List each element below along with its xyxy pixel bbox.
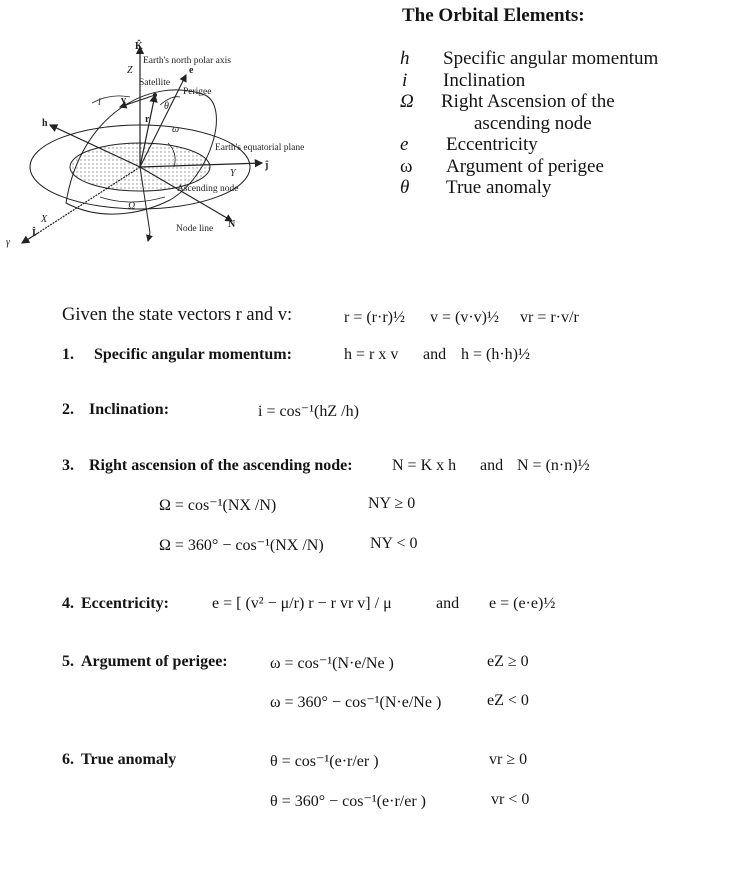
section-5-cond1: eZ ≥ 0 xyxy=(487,653,529,670)
gamma-label: γ xyxy=(6,237,10,248)
section-6-case2: θ = 360° − cos⁻¹(e·r/er ) xyxy=(270,793,426,810)
section-2-number: 2. xyxy=(62,401,74,418)
section-2-heading: Inclination: xyxy=(89,401,170,418)
y-label: Y xyxy=(230,168,236,179)
section-5-heading: Argument of perigee: xyxy=(81,653,228,670)
satellite-dot xyxy=(153,93,157,97)
given-statement: Given the state vectors r and v: xyxy=(62,305,293,325)
section-4-eq2: e = (e·e)½ xyxy=(489,595,556,612)
i-label: i xyxy=(98,97,101,108)
satellite-label: Satellite xyxy=(139,78,171,88)
theta-arc xyxy=(160,97,180,105)
section-4-heading: Eccentricity: xyxy=(81,595,169,612)
element-desc-Omega-2: ascending node xyxy=(474,113,592,134)
section-4-and: and xyxy=(436,595,460,612)
x-label: X xyxy=(41,214,48,225)
given-r-eq: r = (r·r)½ xyxy=(344,309,405,326)
k-label: K̂ xyxy=(135,41,143,52)
z-label: Z xyxy=(127,65,133,76)
section-3-cond2: NY < 0 xyxy=(370,535,418,552)
node-line-tip xyxy=(148,233,150,241)
Omega-label: Ω xyxy=(128,201,136,212)
element-symbol-e: e xyxy=(400,134,409,155)
section-2-eq: i = cos⁻¹(hZ /h) xyxy=(258,403,359,420)
section-3-heading: Right ascension of the ascending node: xyxy=(89,457,353,474)
section-1-number: 1. xyxy=(62,346,74,363)
i-hat-label: Î xyxy=(32,228,36,239)
element-desc-e: Eccentricity xyxy=(446,134,538,155)
section-5-case1: ω = cos⁻¹(N·e/Ne ) xyxy=(270,655,394,672)
node-line-label: Node line xyxy=(176,224,214,234)
page-title: The Orbital Elements: xyxy=(402,5,585,26)
element-desc-Omega: Right Ascension of the xyxy=(441,91,615,112)
orbital-elements-diagram xyxy=(0,35,360,295)
element-symbol-Omega: Ω xyxy=(400,91,414,112)
section-3-case2: Ω = 360° − cos⁻¹(NX /N) xyxy=(159,537,324,554)
north-axis-label: Earth's north polar axis xyxy=(143,56,231,66)
section-5-cond2: eZ < 0 xyxy=(487,692,529,709)
element-symbol-h: h xyxy=(400,48,410,69)
section-1-eq: h = r x v xyxy=(344,346,399,363)
h-label: h xyxy=(42,118,48,129)
section-3-case1: Ω = cos⁻¹(NX /N) xyxy=(159,497,277,514)
section-3-eq: N = K x h xyxy=(392,457,457,474)
section-3-and: and xyxy=(480,457,504,474)
given-vr-eq: vr = r·v/r xyxy=(520,309,579,326)
v-label: v xyxy=(121,95,126,106)
section-6-case1: θ = cos⁻¹(e·r/er ) xyxy=(270,753,379,770)
section-3-eq2: N = (n·n)½ xyxy=(517,457,590,474)
j-label: ĵ xyxy=(265,160,269,171)
element-symbol-omega: ω xyxy=(400,156,413,177)
n-label: N xyxy=(228,219,236,230)
element-desc-theta: True anomaly xyxy=(446,177,552,198)
section-5-number: 5. xyxy=(62,653,74,670)
omega-label: ω xyxy=(172,124,180,135)
section-1-eq2: h = (h·h)½ xyxy=(461,346,531,363)
ascending-node-label: Ascending node xyxy=(177,184,239,194)
section-4-number: 4. xyxy=(62,595,74,612)
e-label: e xyxy=(189,65,194,76)
equatorial-plane-label: Earth's equatorial plane xyxy=(215,143,305,153)
element-desc-h: Specific angular momentum xyxy=(443,48,659,69)
section-6-cond2: vr < 0 xyxy=(491,791,530,808)
element-symbol-i: i xyxy=(402,70,408,91)
r-label: r xyxy=(145,114,150,125)
perigee-label: Perigee xyxy=(183,87,212,97)
section-3-number: 3. xyxy=(62,457,74,474)
element-desc-i: Inclination xyxy=(443,70,526,91)
section-1-and: and xyxy=(423,346,447,363)
section-6-number: 6. xyxy=(62,751,74,768)
section-4-eq: e = [ (v² − μ/r) r − r vr v] / μ xyxy=(212,595,392,612)
element-desc-omega: Argument of perigee xyxy=(446,156,604,177)
section-6-heading: True anomaly xyxy=(81,751,177,768)
section-1-heading: Specific angular momentum: xyxy=(94,346,292,363)
element-symbol-theta: θ xyxy=(400,177,410,198)
section-5-case2: ω = 360° − cos⁻¹(N·e/Ne ) xyxy=(270,694,442,711)
theta-label: θ xyxy=(164,101,169,112)
section-3-cond1: NY ≥ 0 xyxy=(368,495,416,512)
given-v-eq: v = (v·v)½ xyxy=(430,309,500,326)
section-6-cond1: vr ≥ 0 xyxy=(489,751,528,768)
